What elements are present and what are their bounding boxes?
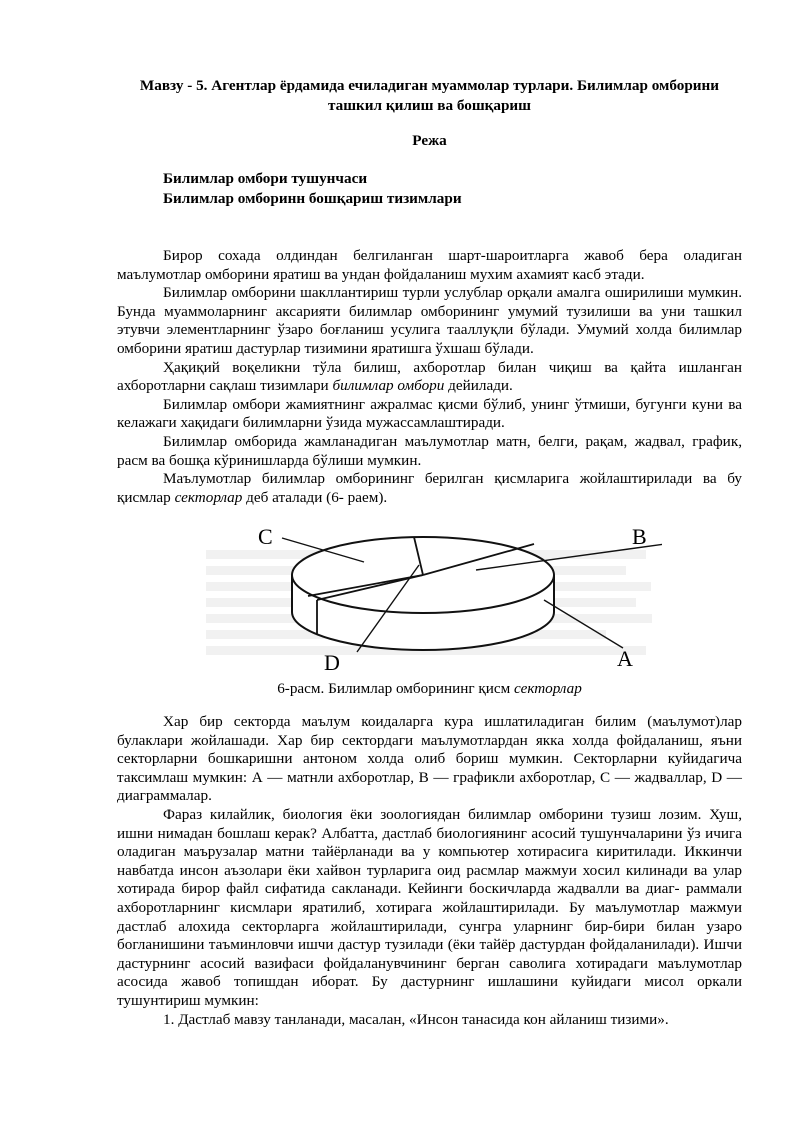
- label-c: C: [258, 524, 273, 549]
- title-line-1: Мавзу - 5. Агентлар ёрдамида ечиладиган муаммолар турлари. Билимлар омборини: [139, 77, 720, 94]
- paragraph: 1. Дастлаб мавзу танланади, масалан, «Инсон танасида кон айланиш тизими».: [163, 1010, 669, 1028]
- paragraph: Фараз килайлик, биология ёки зоологиядан билимлар омборини тузиш лозим. Хуш, ишни нимадан бошлаш керак? Албатта, дастлаб биологиянинг асосий тушунчаларини ўз ичига оладиган маърузалар матни тайёрланади ва у компьютер хотирасига киритилади. Иккинчи навбатда инсон аъзолари ёки хайвон турларига оид расмлар мажмуи хосил килинади ва улар хотирада бирор файл сифатида сакланади. Кейинги боскичларда жадвалли ва диаг- раммали ахборотларнинг кисмлари яратилиб, хотирага жойлаштирилади. Бу маълумотлар мажмуи дастлаб алохида секторларга жойлаштирилади, сунгра уларнинг бир-бири билан узаро богланишини таъминловчи ишчи дастур тузилади (ёки тайёр дастурдан фойдаланилади). Ишчи дастурнинг асосий вазифаси фойдаланувчининг берган саволига хотирадаги маълумотлар асосида жавоб топишдан иборат. Бу дастурнинг ишлашини куйидаги мисол оркали тушунтириш мумкин:: [117, 805, 742, 1009]
- label-a: A: [617, 646, 633, 671]
- paragraph-text: деб аталади (6- раем).: [242, 488, 388, 506]
- term-knowledge-base: билимлар омбори: [332, 377, 445, 395]
- paragraph: Бирор сохада олдиндан белгиланган шарт-шароитларга жавоб бера оладиган маълумотлар омборини яратиш ва ундан фойдаланиш мухим ахамият касб этади.: [117, 247, 742, 283]
- plan-item-2: Билимлар омборинн бошқариш тизимлари: [163, 190, 462, 207]
- term-sectors: секторлар: [174, 488, 243, 506]
- paragraph: [117, 470, 742, 507]
- paragraph: Билимлар омборини шакллантириш турли услублар орқали амалга оширилиши мумкин. Бунда муаммоларнинг аксарияти билимлар омборининг умумий тузилиши ва уни ташкил этувчи элементларнинг ўзаро боғланиш усулига тааллуқли бўлади. Умумий холда билимлар омборини яратиш дастурлар тизимини яратишга ўхшаш бўлади.: [117, 284, 742, 357]
- label-d: D: [324, 650, 340, 675]
- figure-caption: [117, 680, 742, 698]
- plan-list: [163, 169, 462, 209]
- paragraph: Хар бир секторда маълум коидаларга кура ишлатиладиган билим (маълумот)лар булаклари жойлашади. Хар бир сектордаги маълумотлардан якка холда фойдаланиш, яъни секторларни бошкаришни антоном холда олиб бориш мумкин. Секторларни куйидагича таксимлаш мумкин: А — матнли ахборотлар, В — графикли ахборотлар, С — жадваллар, D — диаграммалар.: [117, 713, 742, 805]
- body-text-top: [117, 247, 742, 507]
- sector-diagram: [194, 520, 662, 680]
- paragraph-text: дейилади.: [444, 377, 513, 395]
- caption-text: 6-расм. Билимлар омборининг қисм: [277, 680, 515, 697]
- paragraph-text: Маълумотлар билимлар омборининг берилган қисмларига жойлаштирилади ва бу қисмлар: [117, 470, 742, 506]
- paragraph: Билимлар омборида жамланадиган маълумотлар матн, белги, рақам, жадвал, график, расм ва бошқа кўринишларда бўлиши мумкин.: [117, 432, 742, 469]
- paragraph: Билимлар омбори жамиятнинг ажралмас қисми бўлиб, унинг ўтмиши, бугунги куни ва келажаги хақидаги билимларни ўзида мужассамлаштиради.: [117, 395, 742, 432]
- plan-item-1: Билимлар омбори тушунчаси: [163, 170, 368, 187]
- body-text-bottom: [117, 713, 742, 1029]
- label-b: B: [632, 524, 647, 549]
- page-title: [117, 76, 742, 116]
- caption-term: секторлар: [514, 680, 582, 697]
- paragraph-text: Ҳақиқий воқеликни тўла билиш, ахборотлар билан чиқиш ва қайта ишланган ахборотларни сақлаш тизимлари: [117, 358, 742, 395]
- title-line-2: ташкил қилиш ва бошқариш: [327, 97, 532, 114]
- plan-heading: Режа: [412, 132, 447, 149]
- paragraph: [117, 359, 742, 396]
